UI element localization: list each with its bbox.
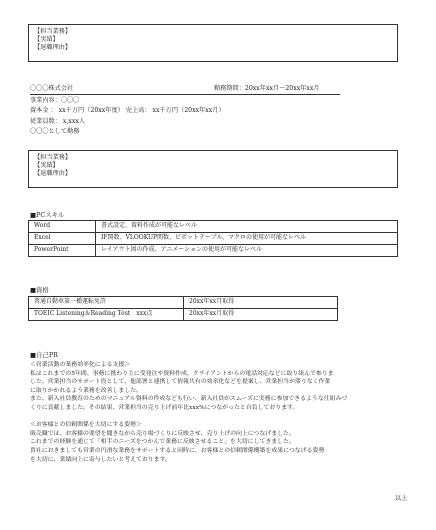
reason-label: 【退職理由】 [34, 170, 72, 177]
job-detail-box-2 [28, 150, 398, 188]
self-pr-heading: ■自己PR [30, 351, 58, 359]
closing-text: 以上 [395, 495, 408, 502]
results-label: 【実績】 [34, 162, 59, 169]
pr-line: 貴社におきましても営業の円滑な業務をサポートすると同時に、お客様との信頼関係構築を成果につなげる姿勢 [30, 447, 325, 454]
self-pr-body [30, 361, 347, 464]
business-content: 事業内容：〇〇〇 [30, 97, 80, 104]
employment-period: 勤務期間：20xx年xx月～20xx年xx月 [214, 85, 320, 92]
results-label: 【実績】 [34, 36, 59, 43]
role: 〇〇〇として勤務 [30, 128, 80, 135]
pr-line: に取りかかれるよう業務を改善しました。 [30, 387, 142, 394]
pr-line: ＜お客様との信頼関係を大切にする姿勢＞ [30, 422, 142, 429]
table-row [29, 297, 338, 309]
duties-label: 【担当業務】 [34, 154, 72, 161]
table-row [29, 309, 338, 321]
pr-line: 販売職では、お客様の要望を聞きながら売り場づくりに反映させ、売り上げの向上につなげました。 [30, 430, 295, 437]
pr-line: これまでの経験を通じて「相手のニーズをつかんで業務に反映させること」を大切にしてきました。 [30, 439, 295, 446]
qualification-date: 20xx年xx月取得 [184, 309, 338, 321]
pr-line: 私はこれまでの5年間、事務に携わり主に受発注や資料作成、クライアントからの電話対応などに取り組んで参りま [30, 370, 334, 377]
company-name: 〇〇〇株式会社 [30, 85, 74, 92]
skill-desc: レイアウト図の作成、アニメーションの使用が可能なレベル [96, 245, 398, 257]
pr-line: くりに貢献しました。その結果、営業担当の売り上げ前年比xxx%につながったと自負しております。 [30, 404, 299, 411]
qualification-name: TOEIC Listening＆Reading Test xxx点 [29, 309, 184, 321]
skill-name: Word [29, 221, 96, 233]
qualification-date: 20xx年xx月取得 [184, 297, 338, 309]
skill-name: PowerPoint [29, 245, 96, 257]
job-detail-box-1 [28, 24, 398, 62]
company-underline [30, 94, 340, 95]
table-row [29, 245, 398, 257]
skill-name: Excel [29, 233, 96, 245]
pr-line: ＜営業活動の業務効率化による支援＞ [30, 362, 131, 368]
duties-label: 【担当業務】 [34, 28, 72, 35]
qualification-name: 普通自動車第一種運転免許 [29, 297, 184, 309]
pc-skills-heading: ■PCスキル [30, 211, 65, 219]
pr-line: を大切に、業績向上に寄与したいと考えております。 [30, 456, 171, 463]
qualifications-table [28, 296, 338, 321]
pr-line: また、新入社員教育のためのマニュアル資料の作成なども行い、新入社員がスムーズに実務に参加できるような仕組みづ [30, 396, 348, 403]
pc-skills-table [28, 220, 398, 257]
qualifications-heading: ■資格 [30, 286, 49, 294]
employee-count: 従業員数： x,xxx人 [30, 118, 86, 125]
reason-label: 【退職理由】 [34, 44, 72, 51]
skill-desc: 書式設定、資料作成が可能なレベル [96, 221, 398, 233]
skill-desc: IF関数、VLOOKUP関数、ピボットテーブル、マクロの使用が可能なレベル [96, 233, 398, 245]
pr-line: した。営業担当のサポート役として、他部署と連携して情報共有の効率化などを提案し、営業担当が滞りなく作業 [30, 379, 331, 386]
table-row [29, 221, 398, 233]
pr-line [30, 413, 347, 422]
table-row [29, 233, 398, 245]
capital-sales: 資本金 ： xx千万円（20xx年度） 売上高： xx千万円（20xx年xx月） [30, 107, 225, 114]
